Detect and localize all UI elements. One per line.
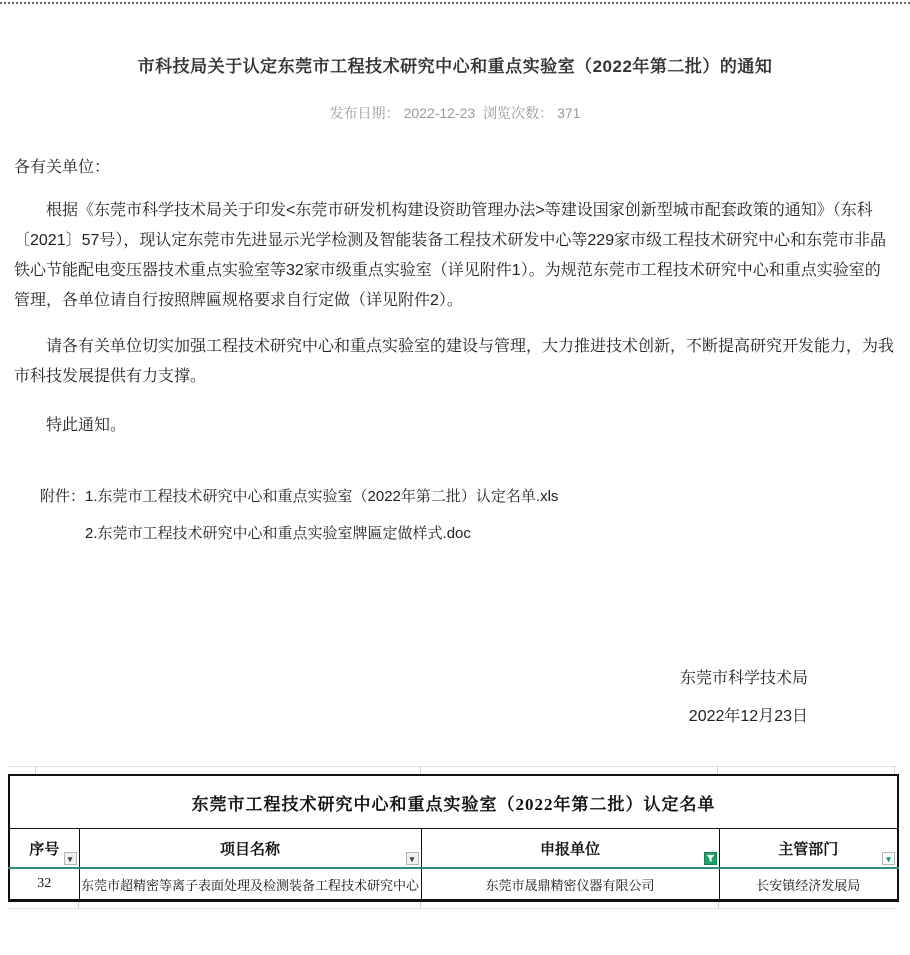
filter-funnel-applicant-active[interactable] xyxy=(704,852,717,865)
spreadsheet-gridline-stub-bottom xyxy=(8,902,897,910)
signature-organization: 东莞市科学技术局 xyxy=(679,670,808,687)
column-header-project-label: 项目名称 xyxy=(219,841,280,858)
signature-date: 2022年12月23日 xyxy=(688,708,808,725)
publish-date-value: 2022-12-23 xyxy=(403,105,476,121)
column-header-seq xyxy=(9,829,79,869)
attachment-link-2[interactable]: 2.东莞市工程技术研究中心和重点实验室牌匾定做样式.doc xyxy=(85,525,471,542)
cell-department: 长安镇经济发展局 xyxy=(719,868,898,901)
column-header-project xyxy=(79,829,421,869)
page-title: 市科技局关于认定东莞市工程技术研究中心和重点实验室（2022年第二批）的通知 xyxy=(137,57,773,76)
views-label: 浏览次数： xyxy=(483,105,554,121)
column-header-department-label: 主管部门 xyxy=(778,841,839,858)
roster-title: 东莞市工程技术研究中心和重点实验室（2022年第二批）认定名单 xyxy=(9,775,898,829)
closing-line: 特此通知。 xyxy=(46,417,127,434)
roster-title-row xyxy=(9,775,898,829)
roster-table xyxy=(8,774,899,902)
attachments-list xyxy=(85,485,558,543)
cell-project-name: 东莞市超精密等离子表面处理及检测装备工程技术研究中心 xyxy=(79,868,421,901)
top-dotted-divider xyxy=(0,2,910,4)
cell-applicant-unit: 东莞市晟鼎精密仪器有限公司 xyxy=(421,868,719,901)
roster-spreadsheet xyxy=(0,762,910,910)
body-paragraph-2: 请各有关单位切实加强工程技术研究中心和重点实验室的建设与管理，大力推进技术创新，不断提高研究开发能力，为我市科技发展提供有力支撑。 xyxy=(14,338,895,385)
attachments-block xyxy=(14,485,896,543)
column-header-seq-label: 序号 xyxy=(29,841,60,858)
publish-meta-line xyxy=(14,103,896,123)
attachment-link-1[interactable]: 1.东莞市工程技术研究中心和重点实验室（2022年第二批）认定名单.xls xyxy=(85,488,559,505)
spreadsheet-gridline-stub-top xyxy=(8,762,897,774)
filter-dropdown-department[interactable]: ▾ xyxy=(882,852,895,865)
column-header-applicant xyxy=(421,829,719,869)
salutation: 各有关单位： xyxy=(14,159,111,176)
views-count: 371 xyxy=(557,105,581,121)
roster-data-row xyxy=(9,868,898,901)
signature-block xyxy=(14,665,896,726)
cell-seq: 32 xyxy=(37,876,52,891)
funnel-icon xyxy=(706,854,715,863)
attachments-label: 附件： xyxy=(40,488,86,505)
roster-header-row xyxy=(9,829,898,869)
filter-dropdown-seq[interactable]: ▾ xyxy=(64,852,77,865)
column-header-applicant-label: 申报单位 xyxy=(539,841,600,858)
column-header-department xyxy=(719,829,898,869)
body-paragraph-1: 根据《东莞市科学技术局关于印发<东莞市研发机构建设资助管理办法>等建设国家创新型城市配套政策的通知》（东科〔2021〕57号），现认定东莞市先进显示光学检测及智能装备工程技术研发中心等229家市级工程技术研究中心和东莞市非晶铁心节能配电变压器技术重点实验室等32家市级重点实验室（详见附件1）。为规范东莞市工程技术研究中心和重点实验室的管理，各单位请自行按照牌匾规格要求自行定做（详见附件2）。 xyxy=(14,202,887,309)
publish-date-label: 发布日期： xyxy=(329,105,400,121)
filter-dropdown-project[interactable]: ▾ xyxy=(406,852,419,865)
